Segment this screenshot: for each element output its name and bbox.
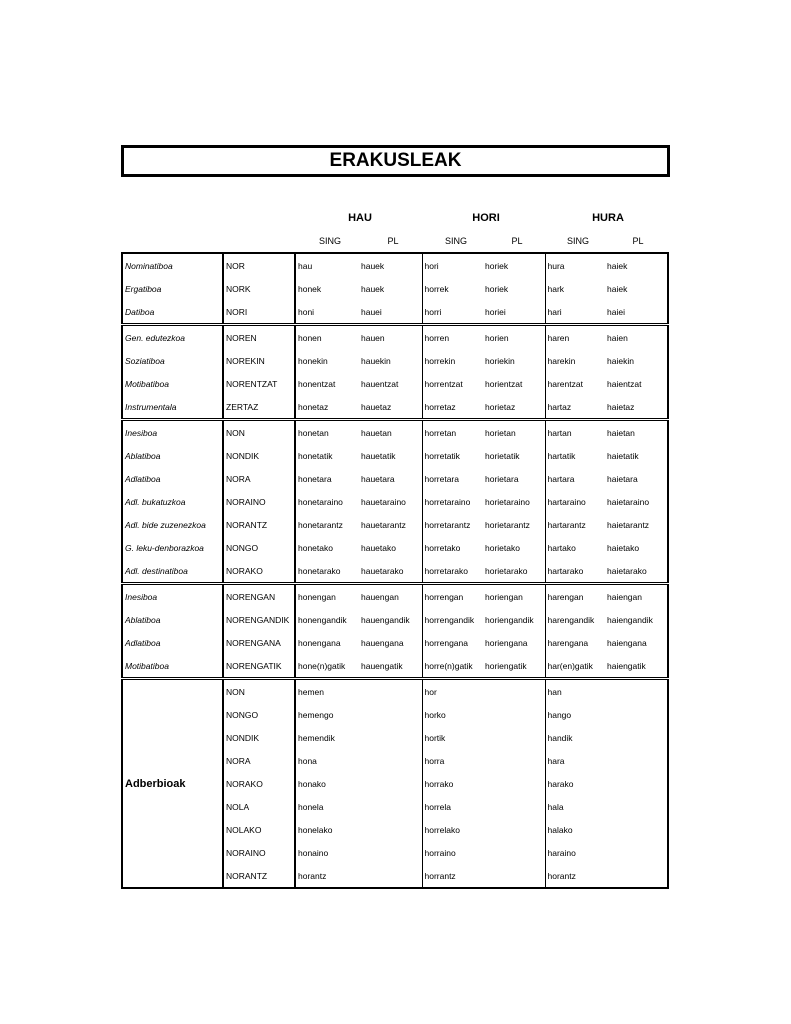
hau-pl-cell: hauetarantz <box>359 513 422 536</box>
subheader-hori-pl: PL <box>511 236 523 246</box>
hura-sing-cell: harengandik <box>547 614 595 625</box>
hura-pl-cell: haientzat <box>607 378 642 389</box>
table-row <box>122 444 668 467</box>
hura-sing-cell: hari <box>547 306 562 317</box>
hau-sing-cell: honetarako <box>298 565 341 576</box>
case-name-cell: Adlatiboa <box>122 467 223 490</box>
hura-sing-cell: hartaraino <box>547 496 586 507</box>
hura-sing-cell: hartan <box>545 420 605 445</box>
table-row <box>122 608 668 631</box>
hori-pl-cell: horietako <box>483 536 545 559</box>
hura-adverb-cell: harako <box>547 778 574 789</box>
hau-pl-cell: hauengandik <box>359 608 422 631</box>
case-question-cell: ZERTAZ <box>223 395 295 420</box>
hori-pl-cell: horietara <box>483 467 545 490</box>
hori-sing-cell: horretatik <box>424 450 460 461</box>
hura-sing-cell: hura <box>547 260 565 271</box>
hura-pl-cell: haietarantz <box>607 519 650 530</box>
hura-sing-cell: hartatik <box>547 450 576 461</box>
hau-pl-cell: hauen <box>359 325 422 350</box>
hori-adverb-cell: hor <box>422 679 545 704</box>
case-name-cell: Adl. bukatuzkoa <box>122 490 223 513</box>
hau-pl-cell: hauek <box>359 277 422 300</box>
hau-sing-cell: honetara <box>298 473 332 484</box>
case-question-cell: NORK <box>223 277 295 300</box>
hau-pl-cell: hauengan <box>359 584 422 609</box>
case-name-cell: Gen. edutezkoa <box>122 325 223 350</box>
header-hura: HURA <box>592 212 624 224</box>
hori-sing-cell: horretako <box>424 542 461 553</box>
hori-sing-cell: horrek <box>424 283 449 294</box>
hau-sing-cell: honengandik <box>298 614 347 625</box>
hau-sing-cell: honengan <box>295 584 359 609</box>
hura-pl-cell: haiek <box>607 260 628 271</box>
case-name-cell: G. leku-denborazkoa <box>122 536 223 559</box>
hori-adverb-cell: horrako <box>422 772 545 795</box>
case-question-cell: NONDIK <box>223 444 295 467</box>
hura-pl-cell: haietako <box>607 542 640 553</box>
hau-adverb-cell: hemen <box>295 679 422 704</box>
header-hau: HAU <box>348 212 372 224</box>
adverb-question-cell: NORANTZ <box>223 864 295 888</box>
table-row <box>122 349 668 372</box>
case-name-cell: Soziatiboa <box>122 349 223 372</box>
hura-adverb-cell: haraino <box>547 847 576 858</box>
adverb-question-cell: NORAINO <box>223 841 295 864</box>
case-question-cell: NOREN <box>223 325 295 350</box>
hau-sing-cell: honentzat <box>298 378 336 389</box>
hau-pl-cell: hauetaraino <box>359 490 422 513</box>
case-name-cell: Ergatiboa <box>122 277 223 300</box>
case-name-cell: Adlatiboa <box>122 631 223 654</box>
case-name-cell: Inesiboa <box>122 420 223 445</box>
hori-sing-cell: hori <box>424 260 439 271</box>
hau-sing-cell: honetako <box>298 542 333 553</box>
case-name-cell: Nominatiboa <box>122 253 223 277</box>
hori-sing-cell: horren <box>422 325 483 350</box>
hura-sing-cell: hark <box>547 283 565 294</box>
adverbs-label: Adberbioak <box>122 679 223 889</box>
page-title: ERAKUSLEAK <box>329 150 462 171</box>
case-question-cell: NORANTZ <box>223 513 295 536</box>
hura-pl-cell: haiengan <box>605 584 668 609</box>
hura-sing-cell: hartara <box>547 473 575 484</box>
subheader-hau-pl: PL <box>387 236 399 246</box>
hau-pl-cell: hauetako <box>359 536 422 559</box>
hori-pl-cell: horietarantz <box>483 513 545 536</box>
hau-sing-cell: honek <box>298 283 322 294</box>
case-question-cell: NORA <box>223 467 295 490</box>
case-question-cell: NORENGATIK <box>223 654 295 679</box>
hori-sing-cell: horrengan <box>422 584 483 609</box>
table-row <box>122 467 668 490</box>
hura-pl-cell: haien <box>605 325 668 350</box>
title-box <box>121 145 670 177</box>
hura-adverb-cell: horantz <box>547 870 576 881</box>
hura-pl-cell: haietara <box>607 473 638 484</box>
hori-pl-cell: horietan <box>483 420 545 445</box>
case-question-cell: NORAINO <box>223 490 295 513</box>
table-row <box>122 490 668 513</box>
subheader-hau-sing: SING <box>318 236 341 246</box>
subheader-hori-sing: SING <box>444 236 467 246</box>
hau-adverb-cell: honelako <box>295 818 422 841</box>
hori-sing-cell: horrengandik <box>424 614 475 625</box>
hau-sing-cell: honetan <box>295 420 359 445</box>
hura-pl-cell: haietaz <box>607 401 635 412</box>
hori-sing-cell: horretarako <box>424 565 468 576</box>
table-row <box>122 584 668 609</box>
hori-adverb-cell: horrantz <box>422 864 545 888</box>
hau-sing-cell: honetarantz <box>298 519 343 530</box>
hura-sing-cell: hartarako <box>547 565 584 576</box>
case-question-cell: NORENGAN <box>223 584 295 609</box>
hau-adverb-cell: horantz <box>295 864 422 888</box>
hori-pl-cell: horietaz <box>483 395 545 420</box>
table-row <box>122 300 668 325</box>
hori-adverb-cell: horraino <box>422 841 545 864</box>
hori-pl-cell: horiei <box>483 300 545 325</box>
table-row <box>122 253 668 277</box>
hura-adverb-cell: han <box>545 679 668 704</box>
hau-pl-cell: hauekin <box>359 349 422 372</box>
hau-pl-cell: hauek <box>359 253 422 277</box>
case-question-cell: NONGO <box>223 536 295 559</box>
hori-pl-cell: horiengatik <box>483 654 545 679</box>
hura-pl-cell: haiekin <box>607 355 634 366</box>
case-question-cell: NORI <box>223 300 295 325</box>
hura-adverb-cell: hango <box>547 709 572 720</box>
hori-sing-cell: horretan <box>422 420 483 445</box>
case-question-cell: NORENGANDIK <box>223 608 295 631</box>
hura-sing-cell: hartarantz <box>547 519 586 530</box>
table-row <box>122 559 668 584</box>
hura-sing-cell: hartako <box>547 542 576 553</box>
case-question-cell: NORENGANA <box>223 631 295 654</box>
hau-pl-cell: hauentzat <box>359 372 422 395</box>
hura-sing-cell: harekin <box>547 355 576 366</box>
hori-pl-cell: horien <box>483 325 545 350</box>
adverb-question-cell: NON <box>223 679 295 704</box>
hori-adverb-cell: horrelako <box>422 818 545 841</box>
table-row <box>122 420 668 445</box>
case-name-cell: Ablatiboa <box>122 444 223 467</box>
case-name-cell: Ablatiboa <box>122 608 223 631</box>
case-name-cell: Inesiboa <box>122 584 223 609</box>
subheader-hura-sing: SING <box>566 236 589 246</box>
table-row <box>122 395 668 420</box>
adverb-question-cell: NONGO <box>223 703 295 726</box>
hori-adverb-cell: horra <box>422 749 545 772</box>
hau-pl-cell: hauetan <box>359 420 422 445</box>
hau-sing-cell: honi <box>298 306 315 317</box>
hura-sing-cell: har(en)gatik <box>547 660 593 671</box>
case-question-cell: NORAKO <box>223 559 295 584</box>
hura-pl-cell: haietan <box>605 420 668 445</box>
hura-sing-cell: harengan <box>545 584 605 609</box>
adverb-question-cell: NOLAKO <box>223 818 295 841</box>
table-row <box>122 654 668 679</box>
adverb-question-cell: NOLA <box>223 795 295 818</box>
hau-sing-cell: honen <box>295 325 359 350</box>
hori-pl-cell: horiekin <box>483 349 545 372</box>
hori-sing-cell: horretarantz <box>424 519 471 530</box>
hura-adverb-cell: halako <box>547 824 573 835</box>
case-name-cell: Adl. bide zuzenezkoa <box>122 513 223 536</box>
case-name-cell: Instrumentala <box>122 395 223 420</box>
hau-adverb-cell: hemendik <box>295 726 422 749</box>
case-question-cell: NORENTZAT <box>223 372 295 395</box>
case-name-cell: Datiboa <box>122 300 223 325</box>
hura-pl-cell: haietarako <box>607 565 647 576</box>
case-question-cell: NOREKIN <box>223 349 295 372</box>
hau-pl-cell: hauei <box>359 300 422 325</box>
hori-sing-cell: horretara <box>424 473 459 484</box>
case-name-cell: Motibatiboa <box>122 654 223 679</box>
hau-sing-cell: hone(n)gatik <box>298 660 346 671</box>
hau-adverb-cell: honako <box>295 772 422 795</box>
hori-adverb-cell: horko <box>422 703 545 726</box>
hori-sing-cell: horrengana <box>424 637 468 648</box>
hori-pl-cell: horietatik <box>483 444 545 467</box>
adverb-question-cell: NORA <box>223 749 295 772</box>
hura-pl-cell: haietatik <box>607 450 639 461</box>
hau-adverb-cell: hemengo <box>295 703 422 726</box>
hau-adverb-cell: honaino <box>295 841 422 864</box>
header-hori: HORI <box>472 212 500 224</box>
adverb-question-cell: NORAKO <box>223 772 295 795</box>
case-question-cell: NON <box>223 420 295 445</box>
hau-adverb-cell: hona <box>295 749 422 772</box>
hau-pl-cell: hauetara <box>359 467 422 490</box>
hau-pl-cell: hauetaz <box>359 395 422 420</box>
hura-adverb-cell: hara <box>547 755 565 766</box>
hori-sing-cell: horrekin <box>424 355 456 366</box>
hori-adverb-cell: hortik <box>422 726 545 749</box>
hura-pl-cell: haiengatik <box>607 660 646 671</box>
hori-pl-cell: horietarako <box>483 559 545 584</box>
hau-sing-cell: honetaz <box>298 401 329 412</box>
case-question-cell: NOR <box>223 253 295 277</box>
table-row <box>122 372 668 395</box>
hau-sing-cell: honekin <box>298 355 328 366</box>
hura-sing-cell: haren <box>545 325 605 350</box>
hura-pl-cell: haiek <box>607 283 628 294</box>
hori-adverb-cell: horrela <box>422 795 545 818</box>
subheader-hura-pl: PL <box>632 236 644 246</box>
hau-pl-cell: hauengana <box>359 631 422 654</box>
hura-pl-cell: haiengandik <box>607 614 653 625</box>
hau-pl-cell: hauengatik <box>359 654 422 679</box>
hori-pl-cell: horietaraino <box>483 490 545 513</box>
case-name-cell: Motibatiboa <box>122 372 223 395</box>
hura-pl-cell: haiengana <box>607 637 647 648</box>
hori-sing-cell: horretaraino <box>424 496 471 507</box>
hura-sing-cell: hartaz <box>547 401 572 412</box>
hori-sing-cell: horretaz <box>424 401 456 412</box>
hori-pl-cell: horiek <box>483 253 545 277</box>
table-row <box>122 513 668 536</box>
hura-sing-cell: harentzat <box>547 378 583 389</box>
hau-adverb-cell: honela <box>295 795 422 818</box>
hori-pl-cell: horiengan <box>483 584 545 609</box>
hori-sing-cell: horrentzat <box>424 378 463 389</box>
hau-pl-cell: hauetarako <box>359 559 422 584</box>
hura-adverb-cell: handik <box>547 732 573 743</box>
hau-sing-cell: hau <box>298 260 313 271</box>
demonstratives-table <box>121 252 669 889</box>
table-row <box>122 277 668 300</box>
table-row <box>122 325 668 350</box>
hura-pl-cell: haiei <box>607 306 625 317</box>
adverb-row <box>122 679 668 704</box>
hori-pl-cell: horiek <box>483 277 545 300</box>
hura-pl-cell: haietaraino <box>607 496 650 507</box>
table-row <box>122 536 668 559</box>
hori-pl-cell: horientzat <box>483 372 545 395</box>
hau-sing-cell: honetatik <box>298 450 333 461</box>
table-row <box>122 631 668 654</box>
hura-sing-cell: harengana <box>547 637 589 648</box>
hura-adverb-cell: hala <box>547 801 564 812</box>
case-name-cell: Adl. destinatiboa <box>122 559 223 584</box>
hori-pl-cell: horiengandik <box>483 608 545 631</box>
hau-sing-cell: honengana <box>298 637 341 648</box>
hori-sing-cell: horre(n)gatik <box>424 660 473 671</box>
hori-pl-cell: horiengana <box>483 631 545 654</box>
adverb-question-cell: NONDIK <box>223 726 295 749</box>
hori-sing-cell: horri <box>424 306 442 317</box>
hau-pl-cell: hauetatik <box>359 444 422 467</box>
hau-sing-cell: honetaraino <box>298 496 343 507</box>
